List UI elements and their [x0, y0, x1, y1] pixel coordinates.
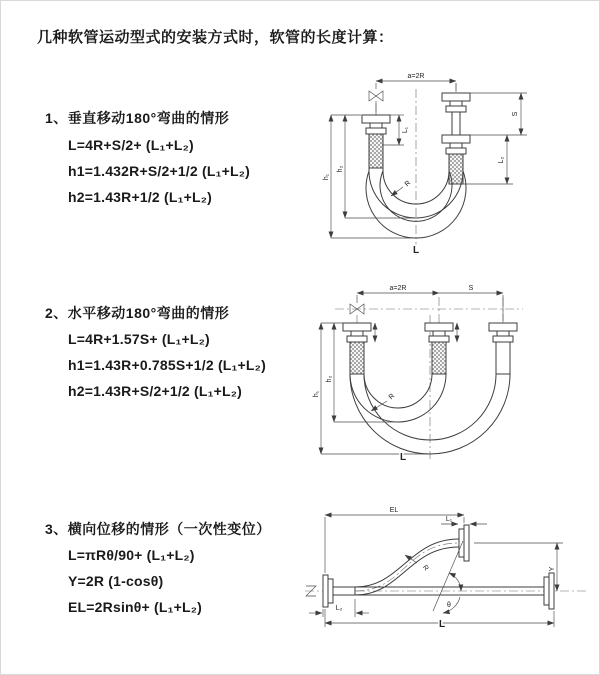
- dim-label-y: Y: [549, 566, 556, 572]
- formula-line: L=πRθ/90+ (L₁+L₂): [68, 547, 195, 563]
- formula-line: EL=2Rsinθ+ (L₁+L₂): [68, 599, 203, 615]
- right-flange-original: [544, 573, 554, 609]
- page-title: 几种软管运动型式的安装方式时，软管的长度计算：: [37, 29, 394, 46]
- dim-label-s: S: [468, 285, 474, 292]
- dim-label-length: L: [399, 452, 407, 463]
- formula-line: L=4R+1.57S+ (L₁+L₂): [68, 331, 210, 347]
- dim-label-span: a=2R: [389, 285, 407, 292]
- dimension-lines: [309, 507, 563, 630]
- left-flange: [362, 115, 390, 168]
- right-flange-moved: [489, 323, 517, 374]
- dim-label-theta: θ: [447, 602, 451, 609]
- dim-label-r: R: [403, 179, 413, 189]
- middle-flange: [425, 323, 453, 374]
- centerlines: [335, 297, 523, 459]
- dim-label-r: R: [420, 564, 430, 573]
- dim-label-length: L: [412, 245, 420, 256]
- dim-label-l1: L₁: [402, 126, 409, 134]
- valve-icon: [369, 91, 383, 115]
- formula-line: h1=1.43R+0.785S+1/2 (L₁+L₂): [68, 357, 266, 373]
- top-flange-displaced: [459, 525, 469, 561]
- dim-label-h2: h₂: [337, 165, 344, 173]
- section-2-heading: 2、水平移动180°弯曲的情形: [45, 305, 230, 321]
- section-3-heading: 3、横向位移的情形（一次性变位）: [45, 521, 271, 537]
- dim-label-l2: L₂: [335, 605, 343, 612]
- dim-label-h1: h₁: [313, 390, 320, 398]
- dim-label-l2: L₂: [498, 156, 505, 164]
- formula-line: h2=1.43R+1/2 (L₁+L₂): [68, 189, 213, 205]
- diagram-horizontal-180-bend: [307, 279, 597, 465]
- diagram-lateral-displacement: [297, 503, 597, 649]
- left-flange: [323, 575, 355, 607]
- dim-label-h1: h₁: [323, 173, 330, 181]
- dim-label-length: L: [438, 619, 446, 630]
- dim-label-l1: L₁: [445, 516, 453, 523]
- diagram-vertical-180-bend: [311, 65, 595, 261]
- dim-label-s: S: [512, 111, 519, 117]
- formula-line: h2=1.43R+S/2+1/2 (L₁+L₂): [68, 383, 243, 399]
- dim-label-h2: h₂: [326, 375, 333, 383]
- dimension-lines: [323, 73, 527, 256]
- formula-line: h1=1.432R+S/2+1/2 (L₁+L₂): [68, 163, 250, 179]
- section-1-heading: 1、垂直移动180°弯曲的情形: [45, 110, 230, 126]
- dim-label-span: a=2R: [407, 73, 425, 80]
- dim-label-r: R: [387, 392, 397, 402]
- left-flange: [343, 323, 371, 374]
- right-flanges: [442, 93, 470, 184]
- formula-line: L=4R+S/2+ (L₁+L₂): [68, 137, 194, 153]
- dim-label-el: EL: [389, 507, 399, 514]
- formula-line: Y=2R (1-cosθ): [68, 573, 164, 589]
